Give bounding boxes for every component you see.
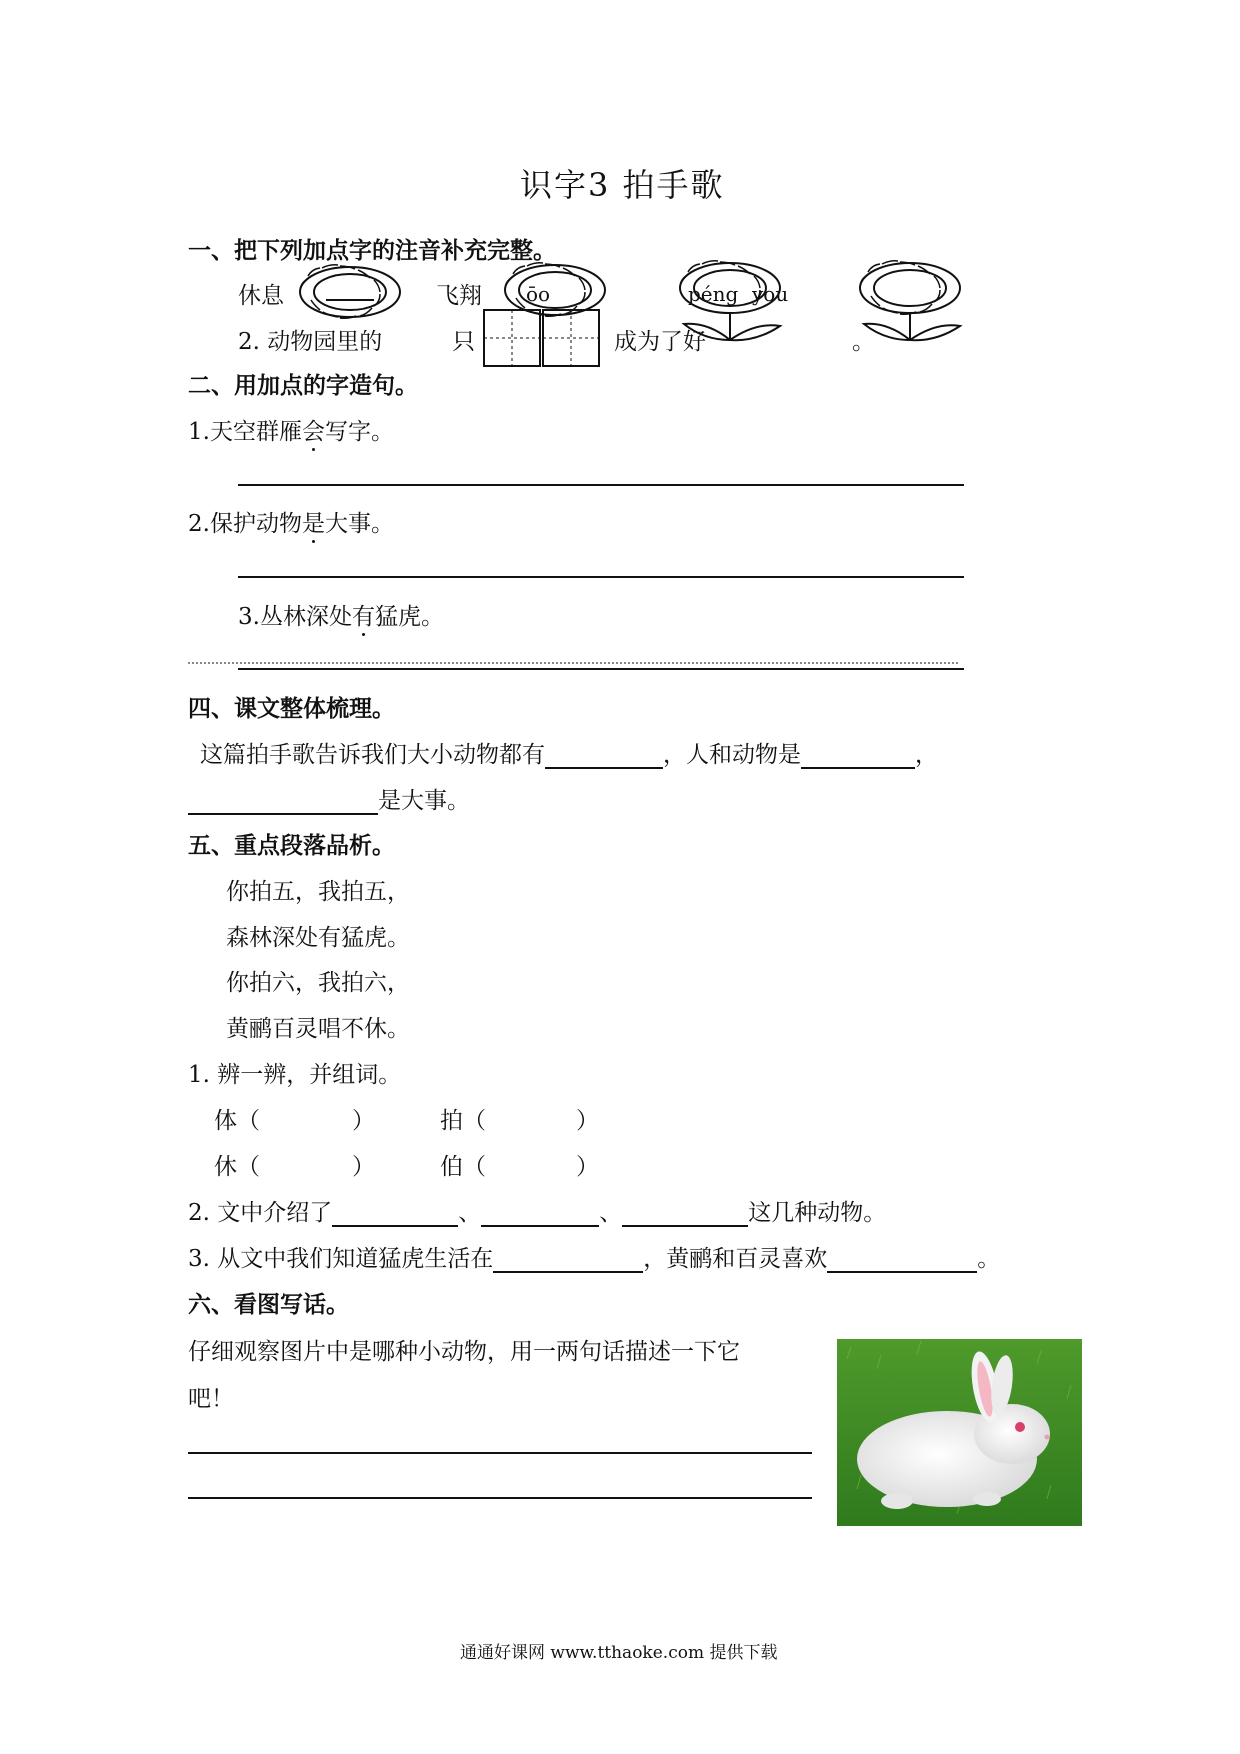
pair-row-2-a: 休（ (214, 1154, 260, 1180)
pair-row-1-a-close: ） (352, 1108, 375, 1134)
s2-item-2: 2.保护动物是大事。 (188, 511, 394, 537)
s2-answer-line-1[interactable] (238, 484, 964, 486)
s2-answer-line-3[interactable] (238, 668, 964, 670)
s4-para-line1: 这篇拍手歌告诉我们大小动物都有 ，人和动物是 ， (200, 742, 938, 768)
s4-para-line2: 是大事。 (188, 782, 470, 815)
s5-question-3: 3. 从文中我们知道猛虎生活在 ，黄鹂和百灵喜欢 。 (188, 1246, 1001, 1272)
pinyin-3: you (752, 282, 789, 306)
s2-item-3: 3.丛林深处有猛虎。 (238, 604, 444, 630)
s1-line2-b: 只 (452, 329, 475, 355)
s1-line2-a: 2. 动物园里的 (238, 329, 383, 355)
s5-question-2: 2. 文中介绍了 、 、 这几种动物。 (188, 1200, 887, 1226)
q2-blank-1[interactable] (332, 1201, 458, 1227)
pair-row-2-a-close: ） (352, 1154, 375, 1180)
word-feixiang: 飞翔 (436, 283, 482, 309)
rabbit-picture (837, 1339, 1082, 1526)
s6-prompt-line1: 仔细观察图片中是哪种小动物，用一两句话描述一下它 (188, 1339, 740, 1365)
q2-blank-3[interactable] (622, 1201, 748, 1227)
section-4-heading: 四、课文整体梳理。 (188, 696, 395, 722)
section-2-heading: 二、用加点的字造句。 (188, 373, 418, 399)
poem-line-4: 黄鹂百灵唱不休。 (226, 1016, 410, 1042)
section-6-heading: 六、看图写话。 (188, 1292, 349, 1318)
s4-blank-2[interactable] (801, 743, 915, 769)
s6-answer-line-1[interactable] (188, 1452, 812, 1454)
word-xiuxi: 休息 (238, 283, 284, 309)
s2-item-1: 1.天空群雁会写字。 (188, 419, 394, 445)
flower-1-icon (300, 267, 400, 317)
poem-line-3: 你拍六，我拍六， (226, 970, 410, 996)
section-1-heading: 一、把下列加点字的注音补充完整。 (188, 238, 556, 264)
s4-blank-1[interactable] (545, 743, 663, 769)
section-5-heading: 五、重点段落品析。 (188, 833, 395, 859)
dotted-line (188, 662, 958, 664)
page-title: 识字3 拍手歌 (520, 166, 725, 204)
q3-blank-2[interactable] (827, 1247, 977, 1273)
q2-blank-2[interactable] (481, 1201, 599, 1227)
q3-blank-1[interactable] (493, 1247, 643, 1273)
s5-question-1: 1. 辨一辨，并组词。 (188, 1062, 402, 1088)
s6-prompt-line2: 吧！ (188, 1386, 234, 1412)
pair-row-1-b-close: ） (576, 1108, 599, 1134)
pair-row-1-a: 体（ (214, 1108, 260, 1134)
pinyin-2: péng (688, 282, 739, 306)
s2-answer-line-2[interactable] (238, 576, 964, 578)
poem-line-1: 你拍五，我拍五， (226, 879, 410, 905)
s1-line2-c: 成为了好 (614, 329, 706, 355)
pinyin-1: ōo (526, 282, 551, 306)
pair-row-2-b: 伯（ (440, 1154, 486, 1180)
s4-blank-3[interactable] (188, 789, 378, 815)
s6-answer-line-2[interactable] (188, 1497, 812, 1499)
footer-text: 通通好课网 www.tthaoke.com 提供下载 (460, 1643, 778, 1663)
poem-line-2: 森林深处有猛虎。 (226, 925, 410, 951)
s1-line2-end: 。 (852, 329, 875, 355)
flower-2-icon (505, 265, 605, 315)
pair-row-2-b-close: ） (576, 1154, 599, 1180)
pair-row-1-b: 拍（ (440, 1108, 486, 1134)
